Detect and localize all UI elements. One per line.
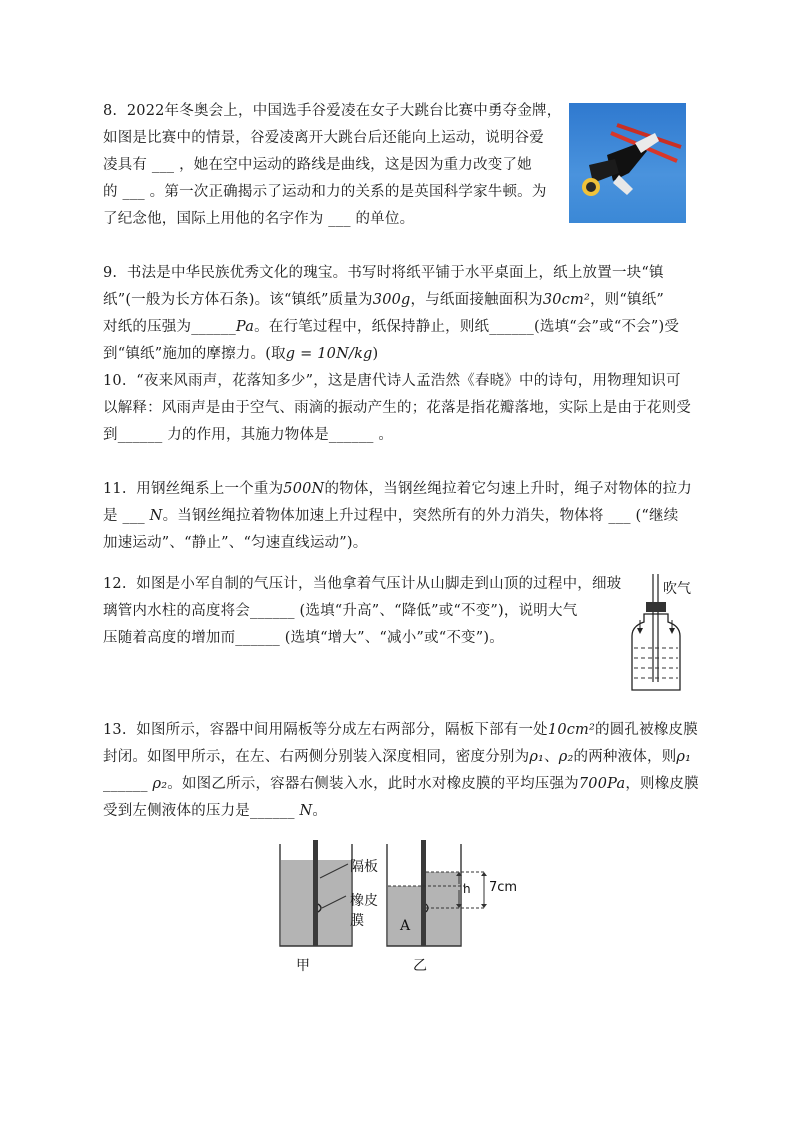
q11-line-3: 加速运动”、“静止”、“匀速直线运动”)。 xyxy=(103,535,368,551)
q8-line-2: 如图是比赛中的情景，谷爱凌离开大跳台后还能向上运动，说明谷爱 xyxy=(103,130,544,146)
q11-text: 。当钢丝绳拉着物体加速上升过程中，突然所有的外力消失，物体将 ___ (“继续 xyxy=(162,508,679,524)
q9-line-4 xyxy=(103,341,693,368)
q13-text: ，则橡皮膜 xyxy=(625,776,699,792)
q9-text: 到“镇纸”施加的摩擦力。(取 xyxy=(103,346,286,362)
membrane-label-1: 橡皮 xyxy=(350,893,378,909)
q13-line-1 xyxy=(103,717,698,744)
figure-yi-caption: 乙 xyxy=(413,958,427,974)
q13-rho2: ρ₂ xyxy=(152,776,168,792)
q10-line-2: 以解释：风雨声是由于空气、雨滴的振动产生的；花落是指花瓣落地，实际上是由于花则受 xyxy=(103,400,691,416)
q9-line-2 xyxy=(103,287,693,314)
q9-text: ，与纸面接触面积为 xyxy=(410,292,543,308)
q13-line-3 xyxy=(103,771,699,798)
q11-text: 11. 用钢丝绳系上一个重为 xyxy=(103,481,284,497)
q13-rho1: ρ₁ xyxy=(529,749,545,765)
q13-pressure: 700Pa xyxy=(578,776,626,792)
q8-line-3: 凌具有 ___ ，她在空中运动的路线是曲线，这是因为重力改变了她 xyxy=(103,157,532,173)
q11-line-1 xyxy=(103,476,693,503)
q9-text: 纸”(一般为长方体石条)。该“镇纸”质量为 xyxy=(103,292,373,308)
q13-text: 的两种液体，则 xyxy=(573,749,677,765)
q13-text: 。 xyxy=(312,803,328,819)
q10-line-3: 到______ 力的作用，其施力物体是______ 。 xyxy=(103,427,394,443)
skier-photo xyxy=(569,103,686,223)
container-jia xyxy=(280,840,352,946)
q9-line-3 xyxy=(103,314,693,341)
depth-label: 7cm xyxy=(489,880,518,895)
q13-line-4 xyxy=(103,798,693,825)
q13-text: 、 xyxy=(544,749,559,765)
q13-rho2: ρ₂ xyxy=(558,749,574,765)
question-10 xyxy=(103,368,693,449)
skier-illustration xyxy=(569,103,686,223)
q8-line-5: 了纪念他，国际上用他的名字作为 ___ 的单位。 xyxy=(103,211,415,227)
q13-text: 受到左侧液体的压力是______ xyxy=(103,803,300,819)
figure-jia-caption: 甲 xyxy=(296,958,310,974)
q13-unit: N xyxy=(299,803,313,819)
question-9 xyxy=(103,260,693,368)
q8-line-4: 的 ___ 。第一次正确揭示了运动和力的关系的是英国科学家牛顿。为 xyxy=(103,184,547,200)
q13-area: 10cm² xyxy=(547,722,596,738)
q9-line-1: 9. 书法是中华民族优秀文化的瑰宝。书写时将纸平铺于水平桌面上，纸上放置一块“镇 xyxy=(103,265,664,281)
q11-text: 的物体，当钢丝绳拉着它匀速上升时，绳子对物体的拉力 xyxy=(324,481,692,497)
q9-unit: Pa xyxy=(235,319,255,335)
q11-unit: N xyxy=(149,508,163,524)
q8-line-1: 8. 2022年冬奥会上，中国选手谷爱凌在女子大跳台比赛中勇夺金牌， xyxy=(103,103,562,119)
q11-line-2 xyxy=(103,503,693,530)
q13-text: ______ xyxy=(103,776,153,792)
container-diagram xyxy=(276,838,526,978)
container-figures xyxy=(276,838,526,978)
q9-text: ，则“镇纸” xyxy=(589,292,665,308)
q9-area: 30cm² xyxy=(542,292,590,308)
q12-line-1: 12. 如图是小军自制的气压计，当他拿着气压计从山脚走到山顶的过程中，细玻 xyxy=(103,576,622,592)
q9-text: ) xyxy=(372,346,379,362)
membrane-label-2: 膜 xyxy=(350,913,364,929)
q13-text: 的圆孔被橡皮膜 xyxy=(595,722,698,738)
q13-text: 封闭。如图甲所示，在左、右两侧分别装入深度相同，密度分别为 xyxy=(103,749,530,765)
liquid-a-label: A xyxy=(400,918,411,934)
q13-rho1: ρ₁ xyxy=(676,749,692,765)
question-8 xyxy=(103,98,563,233)
q13-text: 。如图乙所示，容器右侧装入水，此时水对橡皮膜的平均压强为 xyxy=(167,776,579,792)
q9-text: 对纸的压强为______ xyxy=(103,319,236,335)
q13-text: 13. 如图所示，容器中间用隔板等分成左右两部分，隔板下部有一处 xyxy=(103,722,548,738)
q9-gravity: g = 10N/kg xyxy=(285,346,373,362)
q13-line-2 xyxy=(103,744,693,771)
question-11 xyxy=(103,476,693,557)
partition-label: 隔板 xyxy=(350,859,378,875)
question-13 xyxy=(103,717,699,825)
barometer-figure xyxy=(626,570,706,695)
q10-line-1: 10. “夜来风雨声，花落知多少”，这是唐代诗人孟浩然《春晓》中的诗句，用物理知识可 xyxy=(103,373,681,389)
q9-mass: 300g xyxy=(372,292,411,308)
question-12 xyxy=(103,571,623,652)
q12-line-2: 璃管内水柱的高度将会______ (选填“升高”、“降低”或“不变”)，说明大气 xyxy=(103,603,578,619)
q11-text: 是 ___ xyxy=(103,508,150,524)
q11-weight: 500N xyxy=(283,481,325,497)
q12-line-3: 压随着高度的增加而______ (选填“增大”、“减小”或“不变”)。 xyxy=(103,630,504,646)
q9-text: 。在行笔过程中，纸保持静止，则纸______(选填“会”或“不会”)受 xyxy=(254,319,680,335)
blow-label: 吹气 xyxy=(663,581,691,597)
h-label: h xyxy=(463,882,471,896)
